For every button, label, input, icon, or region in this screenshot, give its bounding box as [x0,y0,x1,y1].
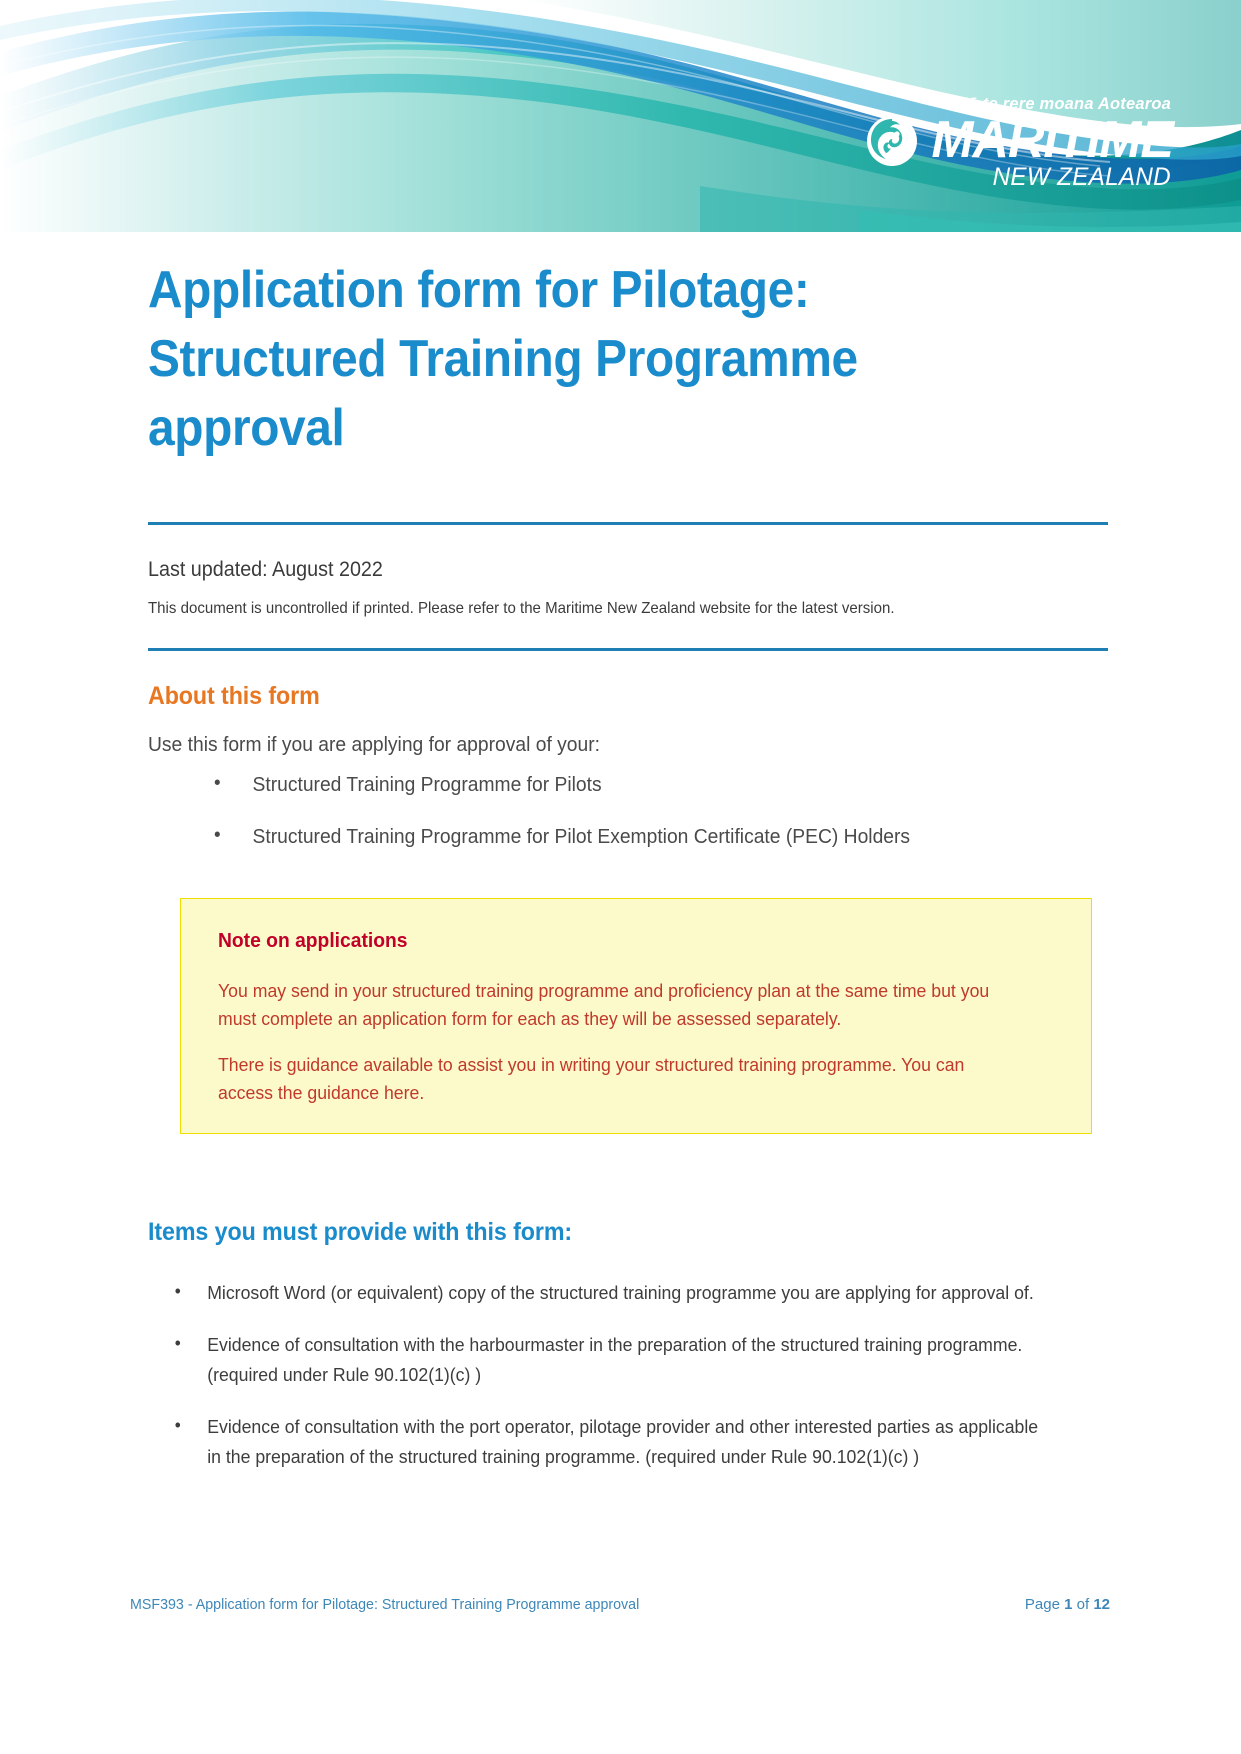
note-paragraph: You may send in your structured training programme and proficiency plan at the same time but you must complete an application form for each as they will be assessed separately. [218,980,990,1030]
list-item: • Evidence of consultation with the harbourmaster in the preparation of the structured training programme. (required under Rule 90.102(1)(c) ) [148,1330,1046,1390]
items-required-heading: Items you must provide with this form: [148,1218,573,1246]
footer-current-page: 1 [1064,1596,1073,1613]
footer-page-middle: of [1072,1596,1094,1613]
list-item: • Structured Training Programme for Pilots [182,772,1047,798]
items-bullet-list [148,1278,1088,1494]
divider-top [148,522,1108,525]
logo-tagline: Nō te rere moana Aotearoa [955,95,1171,113]
footer-total-pages: 12 [1093,1596,1110,1613]
note-paragraph: There is guidance available to assist you in writing your structured training programme. You can access the guidance here. [218,1054,965,1104]
footer-page-prefix: Page [1024,1596,1065,1613]
footer-page-number [1025,1596,1110,1613]
page-title: Application form for Pilotage: Structured Training Programme approval [148,261,858,458]
last-updated-text: Last updated: August 2022 [148,558,383,581]
page-footer [130,1596,1110,1613]
about-intro-text: Use this form if you are applying for approval of your: [148,733,600,756]
list-item: • Evidence of consultation with the port operator, pilotage provider and other interested parties as applicable in the preparation of the structured training programme. (required under Rule 90.102(1)(c) ) [148,1412,1046,1472]
about-bullet-list [182,772,1102,876]
logo-wordmark: MARITIME [931,110,1173,169]
header-banner [0,0,1241,232]
list-item: • Structured Training Programme for Pilot Exemption Certificate (PEC) Holders [182,824,1047,850]
list-item: • Microsoft Word (or equivalent) copy of the structured training programme you are applying for approval of. [148,1278,1046,1308]
note-title: Note on applications [218,929,408,952]
divider-bottom [148,648,1108,651]
about-this-form-heading: About this form [148,682,320,710]
footer-document-reference: MSF393 - Application form for Pilotage: Structured Training Programme approval [130,1596,640,1613]
note-on-applications-box [180,898,1092,1134]
uncontrolled-notice-text: This document is uncontrolled if printed. Please refer to the Maritime New Zealand website for the latest version. [148,600,895,617]
logo-subtitle: NEW ZEALAND [992,162,1171,191]
